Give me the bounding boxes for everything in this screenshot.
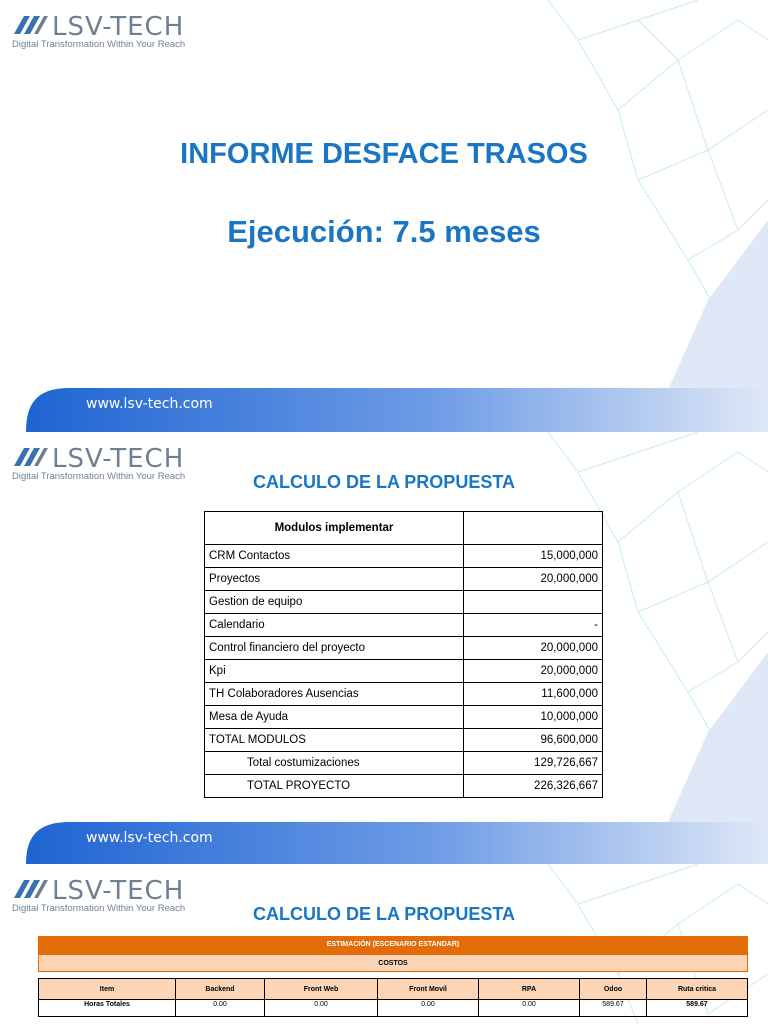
brand-name: LSV-TECH (52, 876, 185, 906)
brand-tagline: Digital Transformation Within Your Reach (12, 903, 186, 914)
row-value: - (464, 614, 603, 637)
row-label: Gestion de equipo (205, 591, 464, 614)
slide-estimation (0, 864, 768, 1024)
cell: 0.00 (479, 1000, 580, 1017)
row-label: TH Colaboradores Ausencias (205, 683, 464, 706)
geometric-decoration (538, 0, 768, 390)
col-backend: Backend (176, 979, 265, 1000)
table-header-value (464, 512, 603, 545)
cell: 0.00 (176, 1000, 265, 1017)
estimation-table (38, 978, 748, 1017)
table-header-row (205, 512, 603, 545)
row-label: TOTAL MODULOS (205, 729, 464, 752)
col-front-web: Front Web (265, 979, 378, 1000)
table-row (205, 706, 603, 729)
cell: Horas Totales (39, 1000, 176, 1017)
row-value: 96,600,000 (464, 729, 603, 752)
brand-tagline: Digital Transformation Within Your Reach (12, 39, 186, 50)
table-row (205, 660, 603, 683)
row-value: 129,726,667 (464, 752, 603, 775)
row-value: 226,326,667 (464, 775, 603, 798)
row-label: Proyectos (205, 568, 464, 591)
estimation-band-title: ESTIMACIÓN (ESCENARIO ESTANDAR) (38, 936, 748, 954)
section-title: CALCULO DE LA PROPUESTA (252, 472, 515, 492)
row-value (464, 591, 603, 614)
table-row (205, 568, 603, 591)
row-label: Total costumizaciones (205, 752, 464, 775)
slide-title (0, 0, 768, 432)
row-label: Mesa de Ayuda (205, 706, 464, 729)
col-odoo: Odoo (580, 979, 647, 1000)
logo-mark-icon (12, 878, 48, 902)
table-row (205, 545, 603, 568)
table-row (205, 637, 603, 660)
table-header-row (39, 979, 748, 1000)
row-value: 20,000,000 (464, 568, 603, 591)
table-row (39, 1000, 748, 1017)
row-label: TOTAL PROYECTO (205, 775, 464, 798)
col-rpa: RPA (479, 979, 580, 1000)
estimation-sheet (38, 936, 748, 1017)
execution-subtitle: Ejecución: 7.5 meses (227, 214, 541, 249)
row-label: Kpi (205, 660, 464, 683)
slide-modules (0, 432, 768, 864)
website-link[interactable]: www.lsv-tech.com (86, 830, 213, 846)
table-row (205, 683, 603, 706)
col-front-movil: Front Movil (378, 979, 479, 1000)
row-value: 10,000,000 (464, 706, 603, 729)
cell: 0.00 (265, 1000, 378, 1017)
brand-name: LSV-TECH (52, 12, 185, 42)
table-row (205, 614, 603, 637)
brand-name: LSV-TECH (52, 444, 185, 474)
table-header-modules: Modulos implementar (205, 512, 464, 545)
row-label: Calendario (205, 614, 464, 637)
table-row (205, 591, 603, 614)
table-row (205, 729, 603, 752)
cell: 0.00 (378, 1000, 479, 1017)
logo-mark-icon (12, 14, 48, 38)
cell: 589.67 (580, 1000, 647, 1017)
modules-table (204, 511, 603, 798)
logo-mark-icon (12, 446, 48, 470)
col-ruta-critica: Ruta critica (647, 979, 748, 1000)
cell: 589.67 (647, 1000, 748, 1017)
table-row (205, 752, 603, 775)
brand-logo (12, 14, 202, 54)
row-label: CRM Contactos (205, 545, 464, 568)
section-title: CALCULO DE LA PROPUESTA (252, 904, 515, 924)
row-label: Control financiero del proyecto (205, 637, 464, 660)
row-value: 15,000,000 (464, 545, 603, 568)
report-title: INFORME DESFACE TRASOS (180, 138, 588, 170)
table-row (205, 775, 603, 798)
row-value: 20,000,000 (464, 637, 603, 660)
website-link[interactable]: www.lsv-tech.com (86, 396, 213, 412)
row-value: 11,600,000 (464, 683, 603, 706)
col-item: Item (39, 979, 176, 1000)
row-value: 20,000,000 (464, 660, 603, 683)
brand-tagline: Digital Transformation Within Your Reach (12, 471, 186, 482)
costs-band: COSTOS (38, 954, 748, 972)
